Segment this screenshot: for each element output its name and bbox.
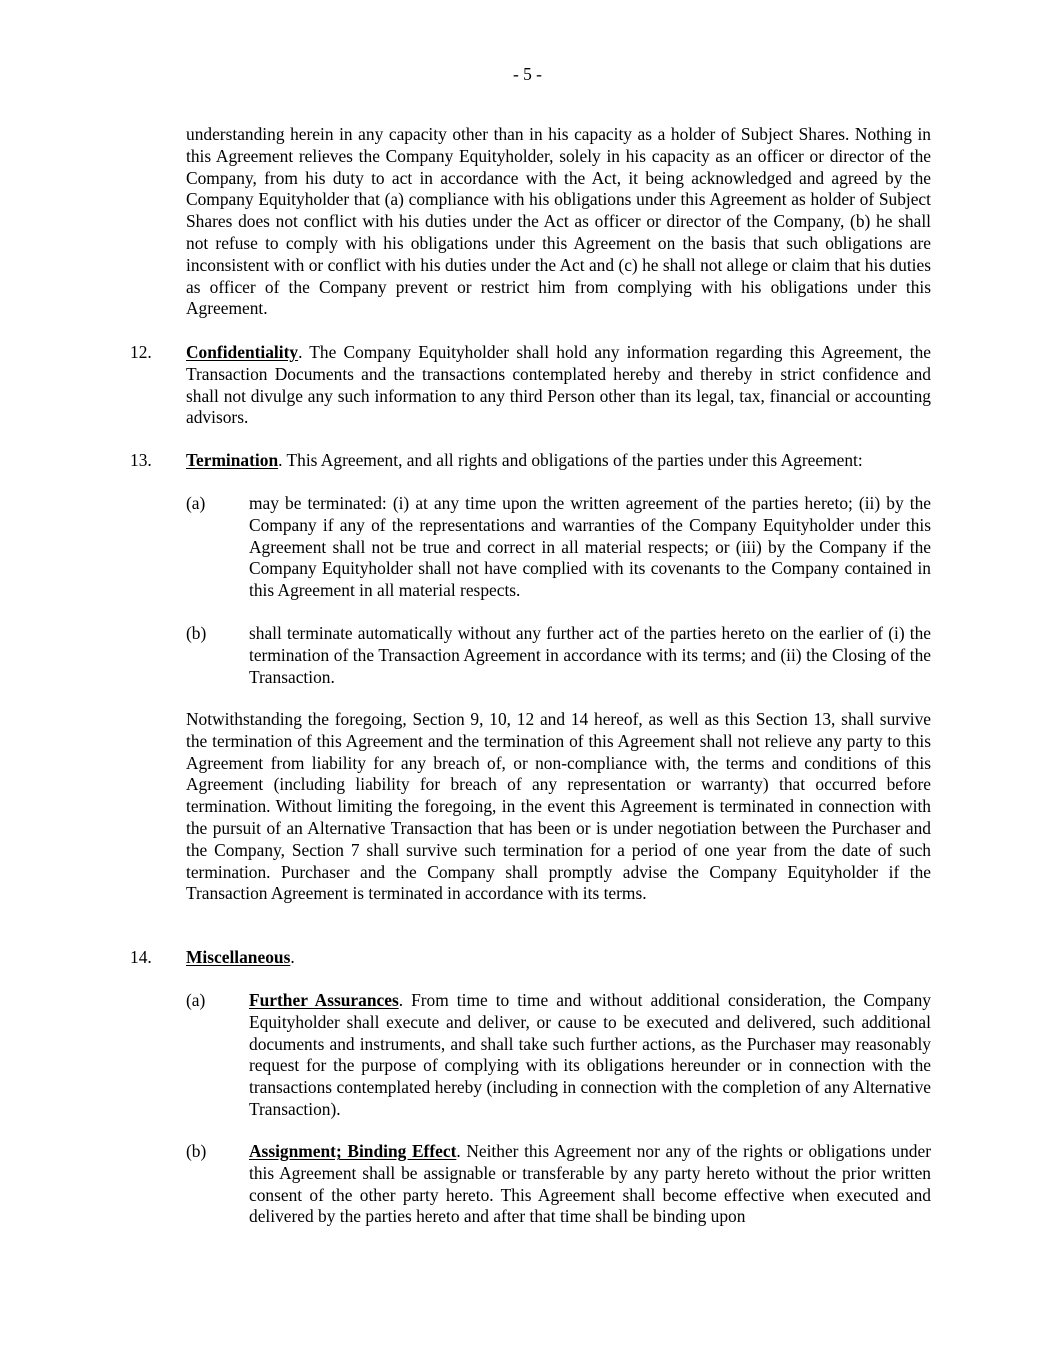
section-12-text: . The Company Equityholder shall hold any information regarding this Agreement, the Transaction Documents and the transactions contemplated hereby and thereby in strict confidence and shall not divulge any such information to any third Person other than its legal, tax, financial or accounting advisors.: [186, 342, 931, 428]
section-14-item-b-label: (b): [186, 1141, 207, 1161]
section-13-text: . This Agreement, and all rights and obligations of the parties under this Agreement:: [278, 450, 863, 470]
section-14-heading: Miscellaneous: [186, 947, 291, 967]
section-12-number: 12.: [130, 342, 152, 362]
section-13-item-b-text: shall terminate automatically without any further act of the parties hereto on the earlier of (i) the termination of the Transaction Agreement in accordance with its terms; and (ii) the Closing of the Transaction.: [249, 623, 931, 687]
section-13-number: 13.: [130, 450, 152, 470]
intro-paragraph: understanding herein in any capacity other than in his capacity as a holder of Subject Shares. Nothing in this Agreement relieves the Company Equityholder, solely in his capacity as an officer or director of the Company, from his duty to act in accordance with the Act, it being acknowledged and agreed by the Company Equityholder that (a) compliance with his obligations under this Agreement as holder of Subject Shares does not conflict with his duties under the Act as officer or director of the Company, (b) he shall not refuse to comply with his obligations under this Agreement on the basis that such obligations are inconsistent with or conflict with his duties under the Act and (c) he shall not allege or claim that his duties as officer of the Company prevent or restrict him from complying with his obligations under this Agreement.: [186, 124, 931, 319]
section-13-item-a-text: may be terminated: (i) at any time upon the written agreement of the parties hereto; (ii) by the Company if any of the representations and warranties of the Company Equityholder under this Agreement shall not be true and correct in all material respects; or (iii) by the Company if the Company Equityholder shall not have complied with its covenants to the Company contained in this Agreement in all material respects.: [249, 493, 931, 601]
section-13-item-b-label: (b): [186, 623, 207, 643]
section-14-item-b-paragraph: [249, 1141, 931, 1228]
section-13-closing-paragraph: Notwithstanding the foregoing, Section 9, 10, 12 and 14 hereof, as well as this Section 13, shall survive the termination of this Agreement and the termination of this Agreement shall not relieve any party to this Agreement from liability for any breach of, or non-compliance with, the terms and conditions of this Agreement (including liability for breach of any representation or warranty) that occurred before termination. Without limiting the foregoing, in the event this Agreement is terminated in connection with the pursuit of an Alternative Transaction that has been or is under negotiation between the Purchaser and the Company, Section 7 shall survive such termination for a period of one year from the date of such termination. Purchaser and the Company shall promptly advise the Company Equityholder if the Transaction Agreement is terminated in accordance with its terms.: [186, 709, 931, 904]
section-14-number: 14.: [130, 947, 152, 967]
section-12-heading: Confidentiality: [186, 342, 299, 362]
section-14-item-a-paragraph: [249, 990, 931, 1121]
assignment-text: . Neither this Agreement nor any of the rights or obligations under this Agreement shall be assignable or transferable by any party hereto without the prior written consent of the other party hereto. This Agreement shall become effective when executed and delivered by the parties hereto and after that time shall be binding upon: [249, 1141, 931, 1227]
section-13-paragraph: [186, 450, 931, 472]
section-14-paragraph: [186, 947, 931, 969]
section-14-item-a-label: (a): [186, 990, 206, 1010]
section-13-item-a-label: (a): [186, 493, 206, 513]
assignment-heading: Assignment; Binding Effect: [249, 1141, 457, 1161]
page-number: - 5 -: [513, 64, 542, 84]
further-assurances-text: . From time to time and without additional consideration, the Company Equityholder shall execute and deliver, or cause to be executed and delivered, such additional documents and instruments, and shall take such further actions, as the Purchaser may reasonably request for the purpose of complying with its obligations hereunder or in connection with the transactions contemplated hereby (including in connection with the completion of any Alternative Transaction).: [249, 990, 931, 1119]
section-14-text: .: [290, 947, 295, 967]
further-assurances-heading: Further Assurances: [249, 990, 399, 1010]
section-13-heading: Termination: [186, 450, 279, 470]
section-12-paragraph: [186, 342, 931, 429]
